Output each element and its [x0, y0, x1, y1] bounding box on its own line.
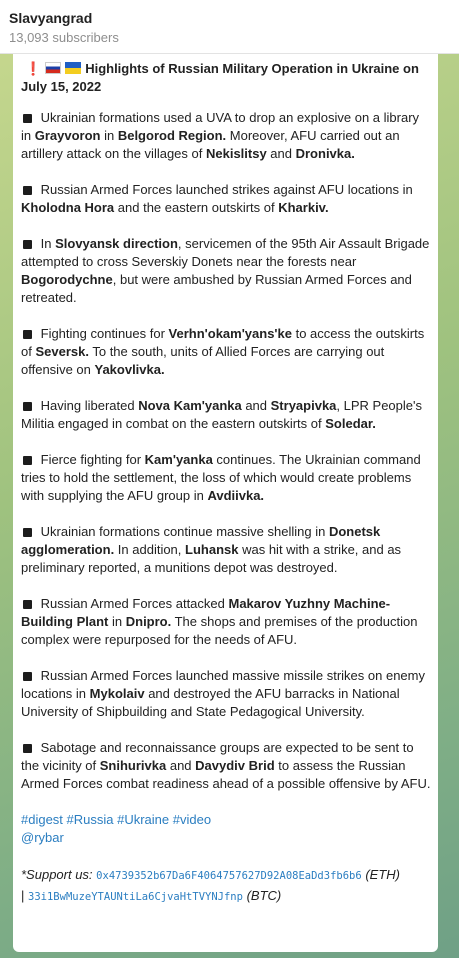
place-name: Slovyansk direction [55, 236, 178, 251]
exclamation-icon: ❗ [25, 61, 42, 76]
channel-header[interactable] [0, 0, 459, 54]
russia-flag-icon [45, 62, 61, 74]
item-text: continues. The Ukrainian command tries to hold the settlement, the loss of which would create problems with supplying the AFU group in [21, 452, 421, 503]
item-text: Ukrainian formations continue massive shelling in [40, 524, 329, 539]
channel-name[interactable]: Slavyangrad [9, 10, 93, 26]
item-text: Having liberated [40, 398, 139, 413]
report-item [21, 667, 432, 721]
hashtags[interactable]: #digest #Russia #Ukraine #video [21, 812, 212, 827]
black-square-icon [23, 186, 32, 195]
place-name: Yakovlivka. [94, 362, 165, 377]
item-text: , LPR People's Militia engaged in combat on the eastern outskirts of [21, 398, 422, 431]
item-text: , servicemen of the 95th Air Assault Brigade attempted to cross Severskiy Donets near the forests near [21, 236, 430, 269]
item-text: and destroyed the AFU barracks in National University of Shipbuilding and State Pedagogical University. [21, 686, 400, 719]
item-text: was hit with a strike, and as preliminary reported, a munitions depot was destroyed. [21, 542, 402, 575]
message-text [21, 60, 432, 907]
item-text: Moreover, AFU carried out an artillery attack on the villages of [21, 128, 400, 161]
item-text: In [40, 236, 56, 251]
place-name: Kholodna Hora [21, 200, 115, 215]
place-name: Nekislitsy [205, 146, 267, 161]
item-text: to access the outskirts of [21, 326, 425, 359]
black-square-icon [23, 744, 32, 753]
btc-address[interactable]: 33i1BwMuzeYTAUNtiLa6CjvaHtTVYNJfnp [28, 891, 243, 903]
item-text: The shops and premises of the production complex were repurposed for the needs of AFU. [21, 614, 418, 647]
place-name: Avdiivka. [207, 488, 265, 503]
item-text: to assess the Russian Armed Forces combat readiness ahead of a possible offensive by AFU. [21, 758, 431, 791]
separator: | [21, 888, 25, 903]
report-item [21, 325, 432, 379]
place-name: Seversk. [35, 344, 89, 359]
place-name: Verhn'okam'yans'ke [168, 326, 292, 341]
report-item [21, 397, 432, 433]
item-text: Fighting continues for [40, 326, 169, 341]
place-name: Dnipro. [125, 614, 172, 629]
item-text: Sabotage and reconnaissance groups are expected to be sent to the vicinity of [21, 740, 414, 773]
message-bubble [13, 54, 438, 952]
black-square-icon [23, 114, 32, 123]
post-title: Highlights of Russian Military Operation in Ukraine on July 15, 2022 [21, 61, 419, 94]
place-name: Donetsk agglomeration. [21, 524, 381, 557]
place-name: Davydiv Brid [195, 758, 275, 773]
place-name: Kam'yanka [144, 452, 213, 467]
place-name: Mykolaiv [89, 686, 145, 701]
eth-tag: (ETH) [365, 867, 400, 882]
black-square-icon [23, 672, 32, 681]
item-text: Russian Armed Forces attacked [40, 596, 229, 611]
item-text: , but were ambushed by Russian Armed Forces and retreated. [21, 272, 412, 305]
black-square-icon [23, 330, 32, 339]
mention-link[interactable]: @rybar [21, 830, 64, 845]
hashtags-line [21, 811, 432, 847]
black-square-icon [23, 600, 32, 609]
item-text: Ukrainian formations used a UVA to drop an explosive on a library in [21, 110, 420, 143]
black-square-icon [23, 528, 32, 537]
place-name: Snihurivka [99, 758, 167, 773]
item-text: and the eastern outskirts of [114, 200, 279, 215]
place-name: Soledar. [325, 416, 376, 431]
btc-tag: (BTC) [246, 888, 282, 903]
report-item [21, 739, 432, 793]
post-title-line [21, 60, 432, 96]
item-text: Fierce fighting for [40, 452, 145, 467]
item-text: and [166, 758, 196, 773]
place-name: Dronivka. [295, 146, 355, 161]
place-name: Kharkiv. [278, 200, 329, 215]
report-item [21, 109, 432, 163]
black-square-icon [23, 456, 32, 465]
item-text: and [266, 146, 296, 161]
place-name: Nova Kam'yanka [138, 398, 242, 413]
place-name: Stryapivka [270, 398, 337, 413]
support-line [21, 865, 432, 907]
place-name: Bogorodychne [21, 272, 113, 287]
report-items [21, 109, 432, 793]
item-text: in [108, 614, 126, 629]
place-name: Luhansk [185, 542, 239, 557]
black-square-icon [23, 402, 32, 411]
support-label: *Support us: [21, 867, 93, 882]
black-square-icon [23, 240, 32, 249]
subscriber-count: 13,093 subscribers [9, 30, 119, 45]
item-text: Russian Armed Forces launched massive missile strikes on enemy locations in [21, 668, 425, 701]
ukraine-flag-icon [65, 62, 81, 74]
eth-address[interactable]: 0x4739352b67Da6F4064757627D92A08EaDd3fb6b6 [96, 870, 362, 882]
place-name: Makarov Yuzhny Machine-Building Plant [21, 596, 391, 629]
item-text: In addition, [114, 542, 186, 557]
item-text: Russian Armed Forces launched strikes against AFU locations in [40, 182, 413, 197]
report-item [21, 451, 432, 505]
item-text: and [241, 398, 271, 413]
item-text: To the south, units of Allied Forces are carrying out offensive on [21, 344, 385, 377]
report-item [21, 595, 432, 649]
report-item [21, 181, 432, 217]
report-item [21, 235, 432, 307]
report-item [21, 523, 432, 577]
place-name: Belgorod Region. [117, 128, 227, 143]
place-name: Grayvoron [34, 128, 101, 143]
item-text: in [100, 128, 118, 143]
